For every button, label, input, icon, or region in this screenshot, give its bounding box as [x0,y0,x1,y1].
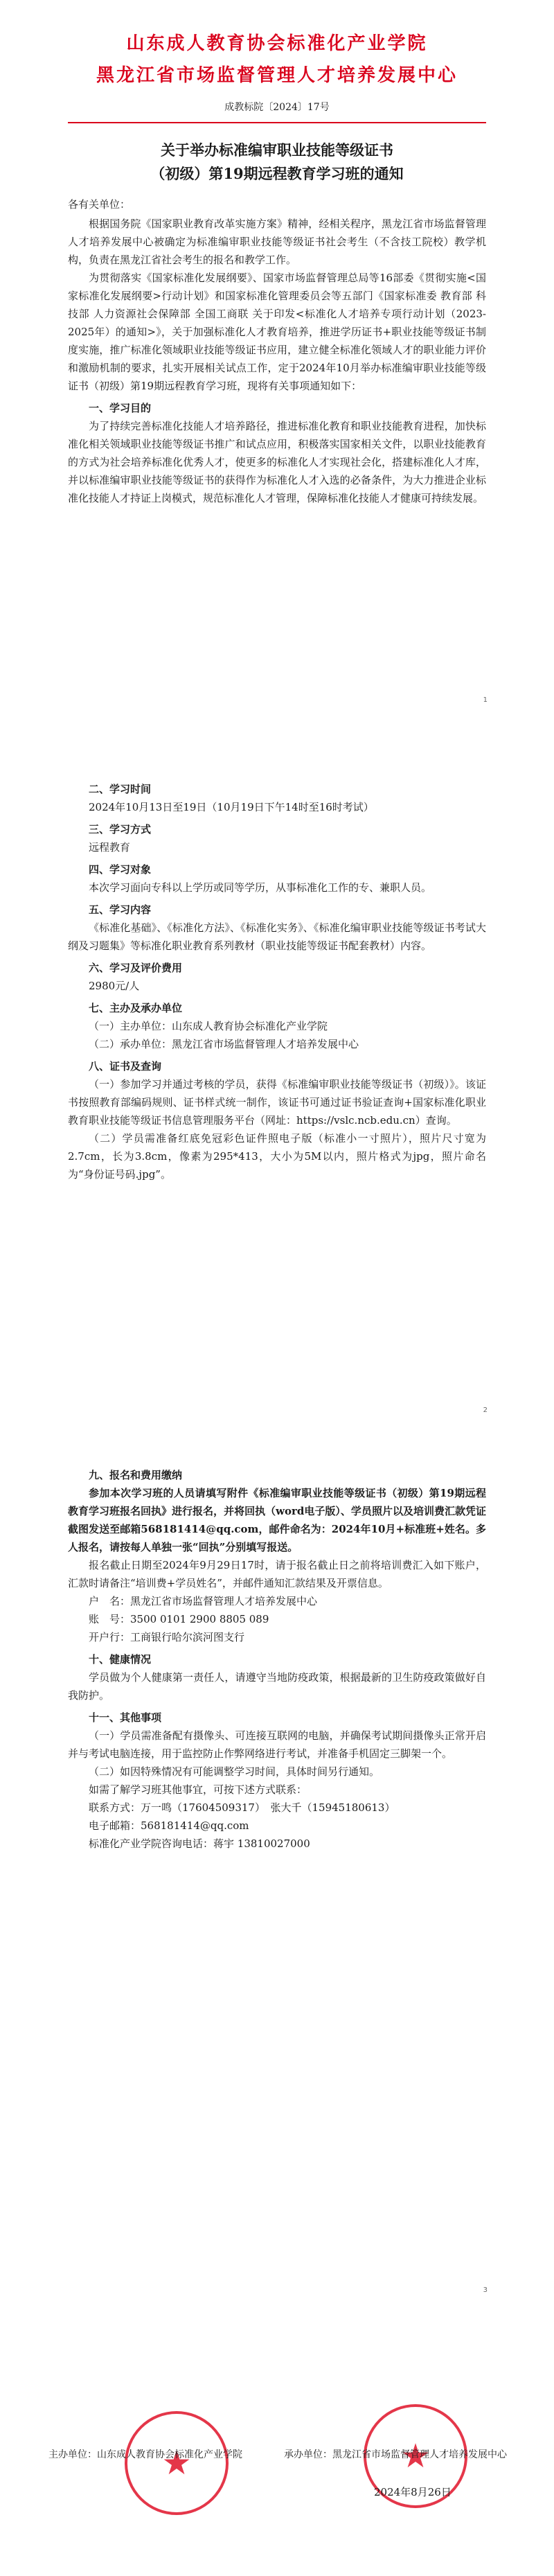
intro-paragraph-2: 为贯彻落实《国家标准化发展纲要》、国家市场监督管理总局等16部委《贯彻实施<国家标准化发展纲要>行动计划》和国家标准化管理委员会等五部门《国家标准委 教育部 科技部 人力资源社会保障部 全国工商联 关于印发<标准化人才培养专项行动计划（2023-2025年）的通知>》，关于加强标准化人才教育培养，推进学历证书+职业技能等级证书制度实施，推广标准化领域职业技能等级证书应用，建立健全标准化领域人才的职业能力评价和激励机制的要求，扎实开展相关试点工作，定于2024年10月举办标准编审职业技能等级证书（初级）第19期远程教育学习班，现将有关事项通知如下： [68,272,486,392]
section-3-text: 远程教育 [89,841,131,854]
sponsor-signature: 主办单位：山东成人教育协会标准化产业学院 [48,2449,242,2460]
section-5-title: 五、学习内容 [89,903,152,916]
document-number: 成教标院〔2024〕17号 [224,102,330,113]
official-seal-1 [125,2411,229,2515]
section-9-text: 参加本次学习班的人员请填写附件《标准编审职业技能等级证书（初级）第19期远程教育学习班报名回执》进行报名，并将回执（word电子版）、学员照片以及培训费汇款凭证截图发送至邮箱568181414@qq.com，邮件命名为：2024年10月+标准班+姓名。多人报名，请按每人单独一张“回执”分别填写报送。 [68,1487,486,1553]
seal-star-icon: ★ [400,2437,431,2476]
notice-title-line-1: 关于举办标准编审职业技能等级证书 [161,141,393,159]
section-11-title: 十一、其他事项 [89,1711,162,1724]
section-2-title: 二、学习时间 [89,783,152,795]
salutation: 各有关单位： [68,198,131,211]
section-7-sponsor: （一）主办单位：山东成人教育协会标准化产业学院 [89,1020,328,1032]
account-name: 户 名：黑龙江省市场监督管理人才培养发展中心 [89,1595,318,1607]
section-8-photo-requirements: （二）学员需准备红底免冠彩色证件照电子版（标准小一寸照片），照片尺寸宽为2.7cm，长为3.8cm，像素为295*413，大小为5M以内，照片格式为jpg，照片命名为“身份证号码.jpg”。 [68,1132,486,1181]
section-7-title: 七、主办及承办单位 [89,1002,183,1014]
contact-email: 电子邮箱：568181414@qq.com [89,1819,249,1832]
section-6-title: 六、学习及评价费用 [89,962,183,974]
section-10-text: 学员做为个人健康第一责任人，请遵守当地防疫政策，根据最新的卫生防疫政策做好自我防护。 [68,1671,486,1702]
organizer-signature: 承办单位：黑龙江省市场监督管理人才培养发展中心 [284,2449,507,2460]
section-10-title: 十、健康情况 [89,1653,152,1666]
notice-title-line-2: （初级）第19期远程教育学习班的通知 [150,165,404,182]
page-3 [0,1434,554,2576]
section-8-certificate: （一）参加学习并通过考核的学员，获得《标准编审职业技能等级证书（初级）》。该证书按照教育部编码规则、证书样式统一制作，该证书可通过证书验证查询+国家标准化职业教育职业技能等级证书信息管理服务平台（网址：https://vslc.ncb.edu.cn）查询。 [68,1078,486,1127]
section-6-text: 2980元/人 [89,980,140,992]
section-5-text: 《标准化基础》、《标准化方法》、《标准化实务》、《标准化编审职业技能等级证书考试大纲及习题集》等标准化职业教育系列教材（职业技能等级证书配套教材）内容。 [68,921,486,952]
page-number: 3 [483,2286,488,2294]
account-number: 账 号：3500 0101 2900 8805 089 [89,1613,269,1625]
section-11-contact-intro: 如需了解学习班其他事宜，可按下述方式联系： [89,1783,307,1796]
issue-date: 2024年8月26日 [374,2486,452,2498]
section-11-item-2: （二）如因特殊情况有可能调整学习时间，具体时间另行通知。 [89,1765,380,1778]
section-4-title: 四、学习对象 [89,863,152,876]
page-1 [0,0,554,727]
section-9-deadline: 报名截止日期至2024年9月29日17时，请于报名截止日之前将培训费汇入如下账户，汇款时请备注“培训费+学员姓名”，并邮件通知汇款结果及开票信息。 [68,1559,486,1589]
section-2-text: 2024年10月13日至19日（10月19日下午14时至16时考试） [89,801,374,813]
contact-phone: 标准化产业学院咨询电话：蒋宇 13810027000 [89,1837,310,1850]
page-2 [0,727,554,1434]
contact-people: 联系方式：万一鸣（17604509317） 张大千（15945180613） [89,1801,395,1814]
section-3-title: 三、学习方式 [89,823,152,836]
section-4-text: 本次学习面向专科以上学历或同等学历，从事标准化工作的专、兼职人员。 [89,881,432,894]
account-bank: 开户行：工商银行哈尔滨河图支行 [89,1631,245,1643]
page-number: 1 [483,696,488,704]
issuer-org-2: 黑龙江省市场监督管理人才培养发展中心 [96,65,458,86]
page-3-content [68,1462,486,1853]
signature-block [48,2404,506,2543]
section-8-title: 八、证书及查询 [89,1060,162,1073]
section-7-organizer: （二）承办单位：黑龙江省市场监督管理人才培养发展中心 [89,1038,359,1050]
seal-star-icon: ★ [161,2444,192,2482]
page-1-content [68,28,486,504]
section-11-item-1: （一）学员需准备配有摄像头、可连接互联网的电脑，并确保考试期间摄像头正常开启并与考试电脑连接，用于监控防止作弊网络进行考试，并准备手机固定三脚架一个。 [68,1729,486,1760]
red-divider [68,122,486,123]
issuer-org-1: 山东成人教育协会标准化产业学院 [126,33,428,54]
section-1-title: 一、学习目的 [89,402,152,414]
intro-paragraph-1: 根据国务院《国家职业教育改革实施方案》精神，经相关程序，黑龙江省市场监督管理人才培养发展中心被确定为标准编审职业技能等级证书社会考生（不含技工院校）教学机构，负责在黑龙江省社会考生的报名和教学工作。 [68,218,486,266]
page-2-content [68,776,486,1183]
section-9-title: 九、报名和费用缴纳 [89,1469,183,1481]
section-1-text-part-1: 为了持续完善标准化技能人才培养路径，推进标准化教育和职业技能教育进程，加快标准化相关领域职业技能等级证书推广和试点应用，积极落实国家相关文件，以职业技能教育的方式为社会培养标准化优秀人才，使更多的标准化人才实现社会化，搭建标准化人才库，并以标准编审职业技能等级证书的获得作为标准化人才入选的必备条件，为大力推进企业标准化技能人才持证上岗模式，规范标准化人才管理，保障标准化技能人才健康可持续发展。 [68,420,486,504]
page-number: 2 [483,1406,488,1414]
